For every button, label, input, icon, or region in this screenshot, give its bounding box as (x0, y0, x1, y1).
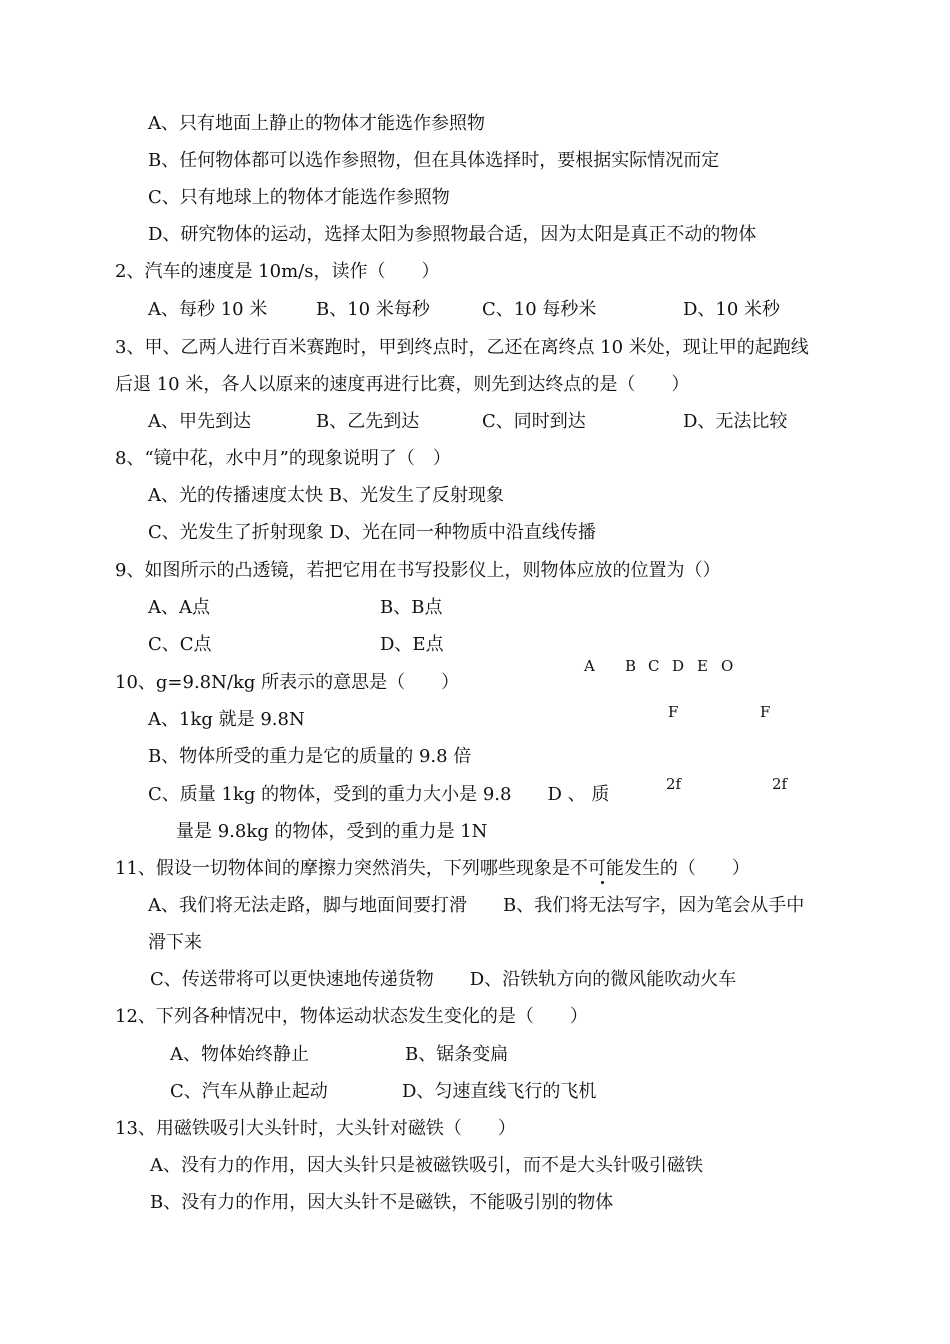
point-label-e: E (697, 657, 708, 675)
point-label-o: O (721, 657, 734, 675)
q3-option-c: C、同时到达 (482, 411, 586, 432)
q10-option-d-continued: 量是 9.8kg 的物体，受到的重力是 1N (176, 821, 488, 842)
q10-option-c: C、质量 1kg 的物体，受到的重力大小是 9.8 D 、 质 (148, 784, 610, 805)
q12-option-c: C、汽车从静止起动 (170, 1081, 328, 1102)
point-label-c: C (648, 657, 660, 675)
q1-option-b: B、任何物体都可以选作参照物，但在具体选择时，要根据实际情况而定 (148, 150, 720, 171)
q2-option-b: B、10 米每秒 (316, 299, 430, 320)
q1-option-c: C、只有地球上的物体才能选作参照物 (148, 187, 450, 208)
q11-options-line2: 滑下来 (148, 932, 202, 953)
q1-option-d: D、研究物体的运动，选择太阳为参照物最合适，因为太阳是真正不动的物体 (148, 224, 757, 245)
double-focus-label-left: 2f (666, 775, 682, 793)
q12-stem: 12、下列各种情况中，物体运动状态发生变化的是（ ） (115, 1006, 588, 1027)
q2-stem: 2、汽车的速度是 10m/s，读作（ ） (115, 261, 440, 282)
q2-option-a: A、每秒 10 米 (148, 299, 268, 320)
q9-option-a: A、A点 (148, 597, 210, 618)
q11-options-line1: A、我们将无法走路，脚与地面间要打滑 B、我们将无法写字，因为笔会从手中 (148, 895, 805, 916)
q3-stem-line1: 3、甲、乙两人进行百米赛跑时，甲到终点时，乙还在离终点 10 米处，现让甲的起跑线 (115, 337, 809, 358)
q10-option-b: B、物体所受的重力是它的质量的 9.8 倍 (148, 746, 472, 767)
q2-option-c: C、10 每秒米 (482, 299, 597, 320)
q13-option-b: B、没有力的作用，因大头针不是磁铁，不能吸引别的物体 (150, 1192, 614, 1213)
q2-option-d: D、10 米秒 (683, 299, 781, 320)
q11-options-line3: C、传送带将可以更快速地传递货物 D、沿铁轨方向的微风能吹动火车 (150, 969, 737, 990)
q9-option-b: B、B点 (380, 597, 443, 618)
q8-options-line1: A、光的传播速度太快 B、光发生了反射现象 (148, 485, 504, 506)
q1-option-a: A、只有地面上静止的物体才能选作参照物 (148, 113, 485, 134)
point-label-a: A (584, 657, 595, 675)
double-focus-label-right: 2f (772, 775, 788, 793)
q9-option-d: D、E点 (380, 634, 444, 655)
q10-stem: 10、g=9.8N/kg 所表示的意思是（ ） (115, 672, 460, 693)
q12-option-b: B、锯条变扁 (405, 1044, 509, 1065)
point-label-d: D (672, 657, 685, 675)
point-label-b: B (625, 657, 637, 675)
q11-stem: 11、假设一切物体间的摩擦力突然消失，下列哪些现象是不可能发生的（ ） (115, 858, 750, 879)
q12-option-d: D、匀速直线飞行的飞机 (402, 1081, 597, 1102)
q3-option-a: A、甲先到达 (148, 411, 251, 432)
q3-option-d: D、无法比较 (683, 411, 788, 432)
q12-option-a: A、物体始终静止 (170, 1044, 309, 1065)
q9-option-c: C、C点 (148, 634, 212, 655)
q3-option-b: B、乙先到达 (316, 411, 420, 432)
focus-label-left: F (668, 703, 679, 721)
q9-stem: 9、如图所示的凸透镜，若把它用在书写投影仪上，则物体应放的位置为（） (115, 560, 721, 581)
q13-stem: 13、用磁铁吸引大头针时，大头针对磁铁（ ） (115, 1118, 516, 1139)
q13-option-a: A、没有力的作用，因大头针只是被磁铁吸引，而不是大头针吸引磁铁 (150, 1155, 703, 1176)
q8-options-line2: C、光发生了折射现象 D、光在同一种物质中沿直线传播 (148, 522, 596, 543)
q8-stem: 8、“镜中花，水中月”的现象说明了（ ） (115, 448, 451, 469)
q10-option-a: A、1kg 就是 9.8N (148, 709, 305, 730)
q3-stem-line2: 后退 10 米，各人以原来的速度再进行比赛，则先到达终点的是（ ） (115, 374, 690, 395)
focus-label-right: F (760, 703, 771, 721)
emphasis-dot (601, 881, 604, 884)
